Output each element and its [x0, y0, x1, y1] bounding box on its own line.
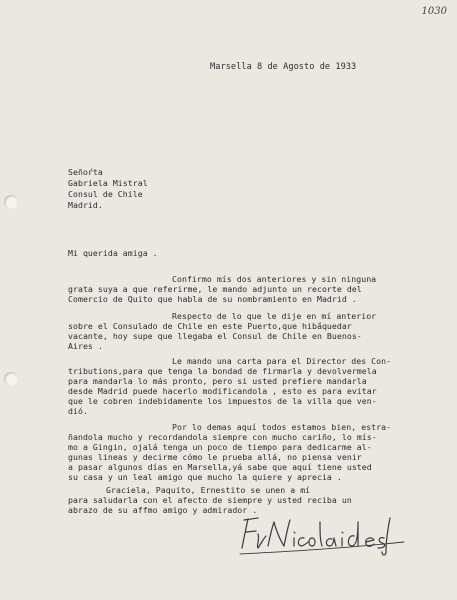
- body-line: abrazo de su affmo amigo y admirador .: [68, 505, 258, 515]
- body-line: para mandarla lo más pronto, pero si usted prefiere mandarla: [68, 376, 367, 386]
- body-line: desde Madrid puede hacerlo modificandola , esto es para evitar: [68, 386, 377, 396]
- punch-hole: [4, 372, 18, 386]
- body-line: Comercio de Quito que habla de su nombramiento en Madrid .: [68, 294, 357, 304]
- body-line: Respecto de lo que le dije en mí anterior: [172, 311, 377, 321]
- body-line: tributions,para que tenga la bondad de firmarla y devolvermela: [68, 366, 377, 376]
- body-line: Graciela, Paquito, Ernestito se unen a mí: [106, 485, 311, 495]
- date-line: Marsella 8 de Agosto de 1933: [210, 62, 357, 72]
- body-line: gunas lineas y decirme cómo le prueba allá, no piensa venir: [68, 452, 362, 462]
- body-line: mo a Gingin, ojalá tenga un poco de tiempo para dedicarme al-: [68, 442, 372, 452]
- body-line: grata suya a que referirme, le mando adjunto un recorte del: [68, 284, 362, 294]
- body-line: Confirmo mís dos anteriores y sin ninguna: [172, 274, 377, 284]
- recipient-line: Gabriela Mistral: [68, 178, 148, 188]
- body-line: Aires .: [68, 341, 103, 351]
- recipient-line: Madrid.: [68, 200, 103, 210]
- body-line: que le cobren indebidamente los impuestos de la villa que ven-: [68, 396, 377, 406]
- body-line: para saludarla con el afecto de siempre y usted reciba un: [68, 495, 352, 505]
- body-line: su casa y un leal amigo que mucho la quiere y aprecia .: [68, 472, 342, 482]
- body-line: sobre el Consulado de Chile en este Puerto,que hiba̋quedar: [68, 321, 352, 331]
- recipient-line: Señoŕta: [68, 167, 103, 177]
- punch-hole: [4, 195, 18, 209]
- body-line: dió.: [68, 406, 88, 416]
- body-line: Por lo demas aquí todos estamos bien, estra-: [172, 422, 392, 432]
- body-line: vacante, hoy supe que llegaba el Consul de Chile en Buenos-: [68, 331, 362, 341]
- handwritten-signature: [236, 512, 406, 558]
- body-line: Le mando una carta para el Director des Con-: [172, 356, 392, 366]
- recipient-line: Consul de Chile: [68, 189, 143, 199]
- body-line: a pasar algunos días en Marsella,yá sabe que aquí tiene usted: [68, 462, 372, 472]
- salutation: Mi querida amiga .: [68, 248, 158, 258]
- archive-number: 1030: [421, 6, 447, 17]
- body-line: ñandola mucho y recordandola siempre con mucho cariño, lo mís-: [68, 432, 377, 442]
